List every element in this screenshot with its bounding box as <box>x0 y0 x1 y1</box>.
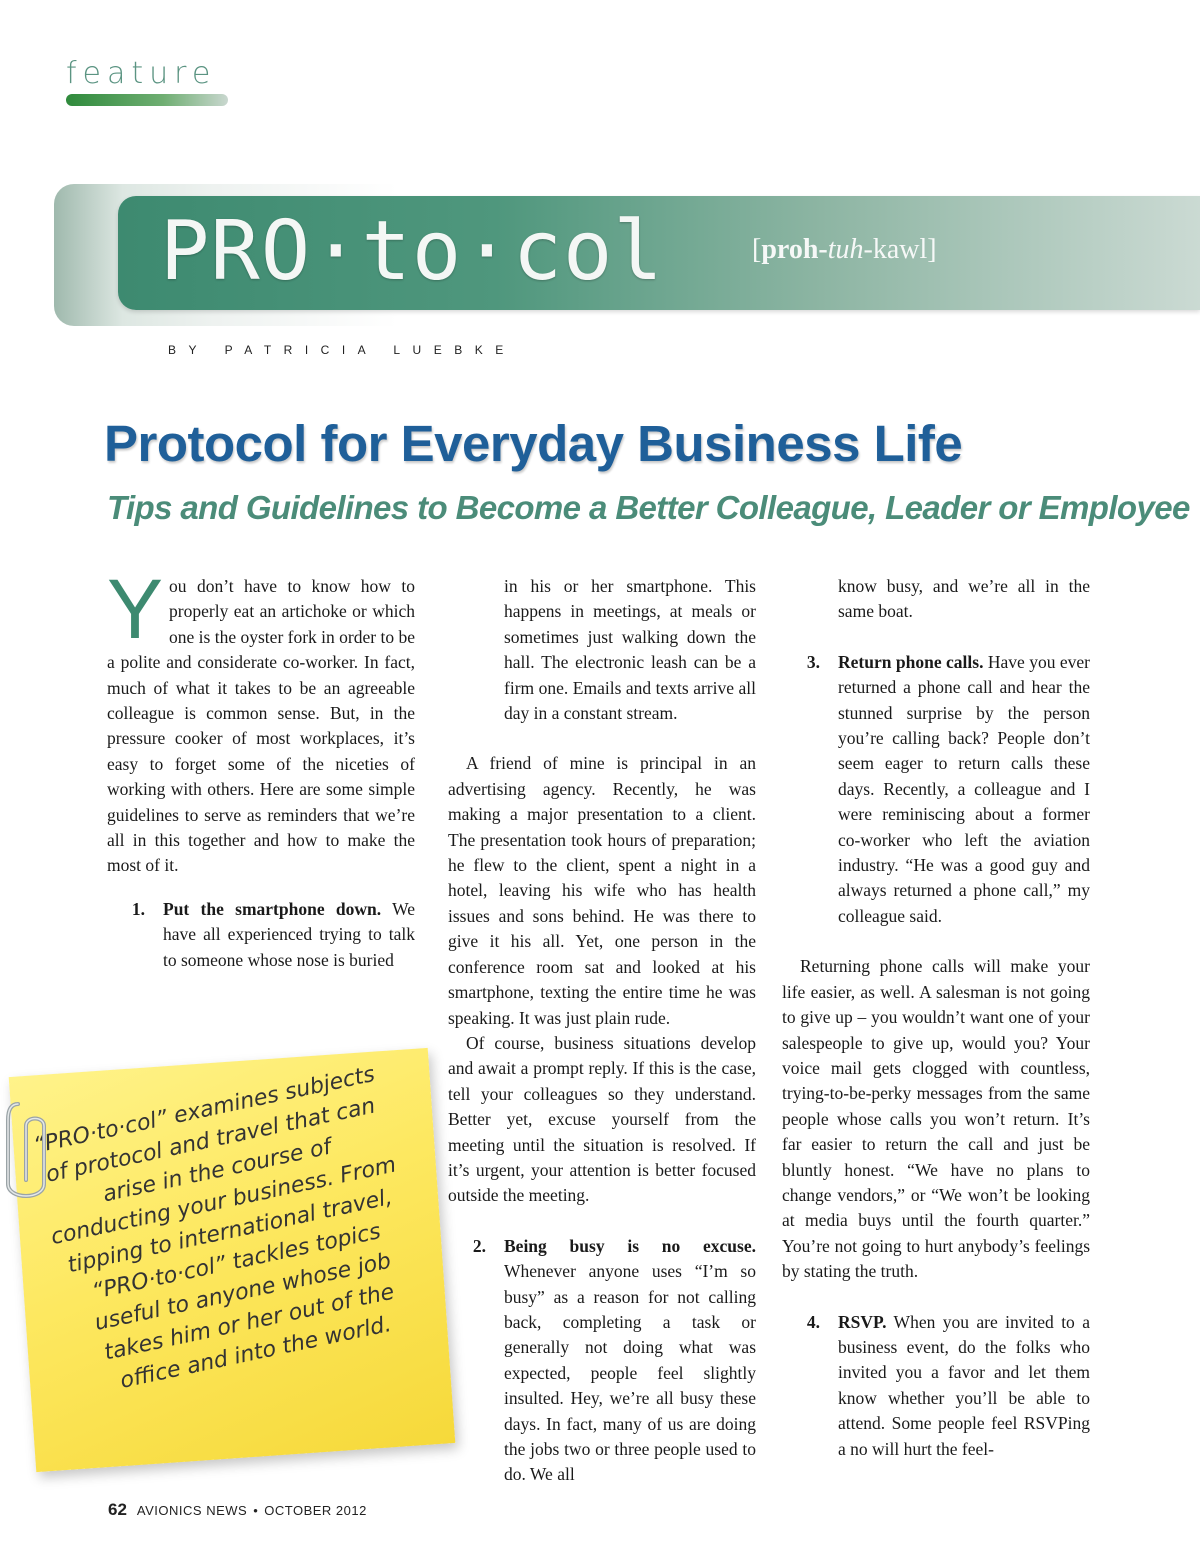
article-subhead: Tips and Guidelines to Become a Better Colleague, Leader or Employee <box>107 489 1190 526</box>
item-text <box>163 897 415 973</box>
pron-italic: tuh <box>827 234 864 265</box>
list-item-1 <box>107 897 415 973</box>
footer-separator: • <box>253 1503 259 1518</box>
item-1-continued: in his or her smartphone. This happens in meetings, at meals or sometimes just walking down the hall. The electronic leash can be a firm one. Emails and texts arrive all day in a constant stream. <box>504 576 756 724</box>
list-item-2 <box>448 1234 756 1488</box>
drop-cap: Y <box>107 562 164 656</box>
item-lead: RSVP. <box>838 1311 887 1332</box>
body-paragraph: Of course, business situations develop and await a prompt reply. If this is the case, tell your colleagues so they understand. Better yet, excuse yourself from the meeting until the situation is resolved. If it’s urgent, your attention is better focused outside the meeting. <box>448 1032 756 1206</box>
column-1 <box>107 562 415 973</box>
page-footer <box>108 1500 367 1520</box>
page-number: 62 <box>108 1500 127 1519</box>
column-2 <box>448 574 756 1488</box>
pron-open: [ <box>752 234 762 265</box>
item-body: Have you ever returned a phone call and hear the stunned surprise by the person you’re calling back? People don’t seem eager to return calls these days. Recently, a colleague and I were reminiscing about a former co-worker who left the aviation industry. “He was a good guy and always returned a phone call,” my colleague said. <box>838 651 1090 926</box>
intro-paragraph <box>107 562 415 879</box>
body-paragraph: A friend of mine is principal in an advertising agency. Recently, he was making a major presentation to a client. The presentation took hours of preparation; he flew to the client, spent a night in a hotel, leaving his wife who has health issues and sons behind. He was there to give it his all. Yet, one person in the conference room sat and looked at his smartphone, texting the entire time he was speaking. It was just plain rude. <box>448 753 756 1028</box>
item-number: 3. <box>806 651 820 672</box>
article-headline: Protocol for Everyday Business Life <box>104 415 963 472</box>
item-lead: Being busy is no excuse. <box>504 1235 756 1256</box>
section-label: feature <box>66 56 217 91</box>
body-paragraph: Returning phone calls will make your life easier, as well. A salesman is not going to give up – you wouldn’t want one of your salespeople to give up, would you? Your voice mail gets clogged with countless, trying-to-be-perky messages from the same people whose calls you won’t return. It’s far easier to return the call and just be bluntly honest. “We have no plans to change vendors,” or “We won’t be looking at media buys until the fourth quarter.” You’re not going to hurt anybody’s feelings by stating the truth. <box>782 956 1090 1282</box>
paperclip-icon <box>4 1096 60 1208</box>
item-lead: Put the smartphone down. <box>163 898 382 919</box>
item-number: 4. <box>806 1311 820 1332</box>
pron-bold: proh- <box>761 234 828 265</box>
section-underline <box>66 94 228 106</box>
issue-date: OCTOBER 2012 <box>264 1503 367 1518</box>
sticky-note-text: “PRO·to·col” examines subjects of protocol and travel that can arise in the course of conducting your business. From tipping to international travel, “PRO·to·col” tackles topics useful to anyone whose job takes him or her out of the office and into the world. <box>31 1061 399 1394</box>
column-3 <box>782 574 1090 1462</box>
list-item-3 <box>782 650 1090 929</box>
pron-rest: -kawl] <box>863 234 937 265</box>
item-number: 2. <box>472 1235 486 1256</box>
publication-name: AVIONICS NEWS <box>136 1503 248 1518</box>
item-lead: Return phone calls. <box>838 651 984 672</box>
item-text <box>838 650 1090 929</box>
byline: BY PATRICIA LUEBKE <box>168 343 516 357</box>
item-text <box>504 1234 756 1488</box>
banner-title: PRO·to·col <box>160 204 664 299</box>
item-body: Whenever anyone uses “I’m so busy” as a reason for not calling back, completing a task or generally not doing what was expected, people feel slightly insulted. Hey, we’re all busy these days. In fact, many of us are doing the jobs two or three people used to do. We all <box>504 1261 756 1485</box>
item-number: 1. <box>131 898 145 919</box>
item-2-continued: know busy, and we’re all in the same boat. <box>838 576 1090 622</box>
item-text <box>838 1310 1090 1462</box>
item-body: When you are invited to a business event, do the folks who invited you a favor and let them know whether you’ll be able to attend. Some people feel RSVPing a no will hurt the feel- <box>838 1311 1090 1459</box>
list-item-4 <box>782 1310 1090 1462</box>
intro-text: ou don’t have to know how to properly eat an artichoke or which one is the oyster fork in order to be a polite and considerate co-worker. In fact, much of what it takes to be an agreeable colleague is common sense. But, in the pressure cooker of most workplaces, it’s easy to forget some of the niceties of working with others. Here are some simple guidelines to serve as reminders that we’re all in this together and how to make the most of it. <box>107 576 415 876</box>
banner-pronunciation <box>752 234 937 266</box>
sticky-note <box>9 1048 456 1472</box>
item-body: We have all experienced trying to talk to someone whose nose is buried <box>163 898 415 970</box>
